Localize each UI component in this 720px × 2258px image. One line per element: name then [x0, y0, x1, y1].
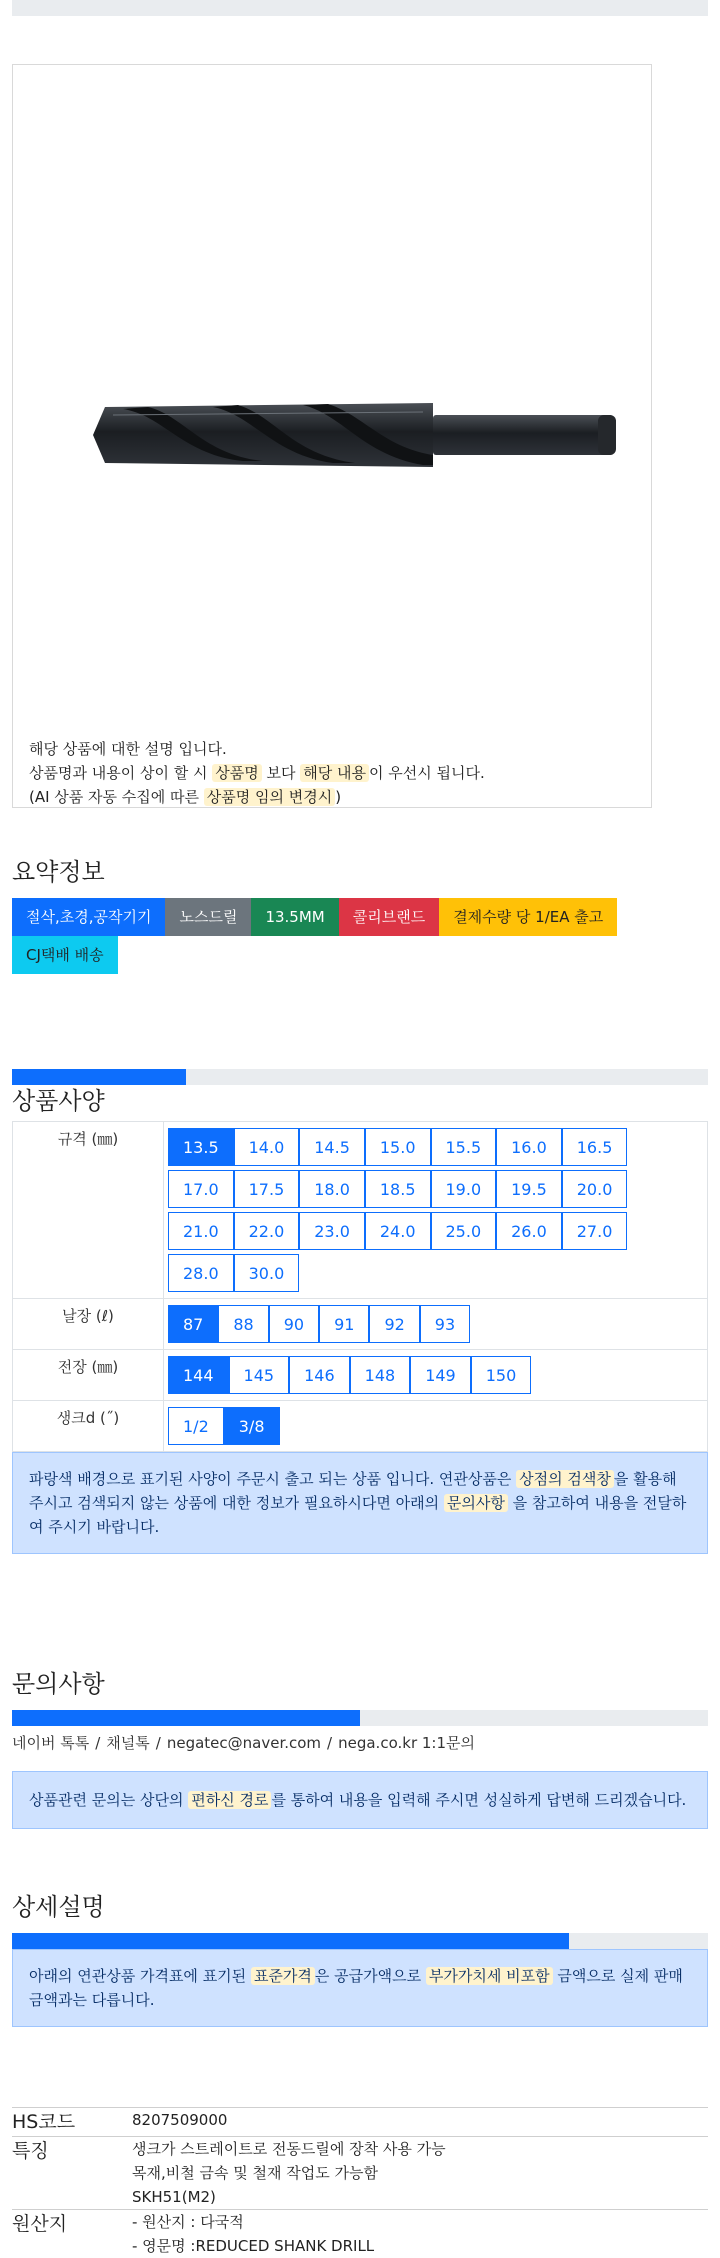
spec-option-button[interactable]: 145 — [229, 1356, 290, 1394]
spec-option-button[interactable]: 20.0 — [562, 1170, 628, 1208]
spec-option-button[interactable]: 14.5 — [299, 1128, 365, 1166]
spec-option-button[interactable]: 19.5 — [496, 1170, 562, 1208]
link-separator: / — [327, 1734, 332, 1752]
qa-section — [12, 1668, 708, 1829]
detail-value — [132, 2137, 708, 2210]
spec-options-cell — [164, 1350, 708, 1401]
link-email[interactable]: negatec@naver.com — [167, 1734, 321, 1752]
spec-option-button[interactable]: 93 — [420, 1305, 470, 1343]
spec-option-button[interactable]: 24.0 — [365, 1212, 431, 1250]
notice-highlight: 상품명 — [212, 764, 261, 782]
summary-title: 요약정보 — [12, 856, 708, 888]
spec-info-box — [12, 1452, 708, 1554]
info-highlight: 부가가치세 비포함 — [426, 1967, 553, 1985]
spec-option-button[interactable]: 15.0 — [365, 1128, 431, 1166]
detail-value-line: - 원산지 : 다국적 — [132, 2210, 708, 2234]
badge-quantity: 결제수량 당 1/EA 출고 — [439, 898, 617, 936]
spec-label: 생크d (˝) — [13, 1401, 164, 1452]
spec-option-button[interactable]: 21.0 — [168, 1212, 234, 1250]
info-text: 아래의 연관상품 가격표에 표기된 — [29, 1967, 251, 1985]
spec-options-cell — [164, 1299, 708, 1350]
info-text: 파랑색 배경으로 표기된 사양이 주문시 출고 되는 상품 입니다. 연관상품은 — [29, 1470, 516, 1488]
spec-option-button[interactable]: 91 — [319, 1305, 369, 1343]
spec-option-button[interactable]: 90 — [269, 1305, 319, 1343]
detail-progress-fill — [12, 1933, 569, 1949]
spec-section — [12, 1069, 708, 1554]
product-image-panel — [12, 64, 652, 808]
notice-highlight: 해당 내용 — [300, 764, 369, 782]
spec-option-button[interactable]: 15.5 — [431, 1128, 497, 1166]
notice-line-1: 해당 상품에 대한 설명 입니다. — [29, 737, 485, 761]
detail-table — [12, 2107, 708, 2258]
notice-line-2 — [29, 761, 485, 785]
badge-shipping: CJ택배 배송 — [12, 936, 118, 974]
detail-value-line: - 영문명 :REDUCED SHANK DRILL — [132, 2234, 708, 2258]
link-separator: / — [156, 1734, 161, 1752]
spec-option-button[interactable]: 19.0 — [431, 1170, 497, 1208]
summary-badges — [12, 898, 652, 974]
spec-table — [12, 1121, 708, 1452]
detail-key: 특징 — [12, 2137, 132, 2210]
notice-text: (AI 상품 자동 수집에 따른 — [29, 788, 204, 806]
info-text: 를 통하여 내용을 입력해 주시면 성실하게 답변해 드리겠습니다. — [271, 1791, 686, 1809]
spec-option-button[interactable]: 148 — [350, 1356, 411, 1394]
notice-line-3 — [29, 785, 485, 809]
spec-option-button[interactable]: 26.0 — [496, 1212, 562, 1250]
spec-label: 날장 (ℓ) — [13, 1299, 164, 1350]
detail-key: 원산지 — [12, 2210, 132, 2258]
notice-highlight: 상품명 임의 변경시 — [204, 788, 335, 806]
product-drill-image — [93, 385, 623, 485]
info-text: 은 공급가액으로 — [315, 1967, 426, 1985]
summary-section — [12, 856, 708, 974]
notice-text: 상품명과 내용이 상이 할 시 — [29, 764, 212, 782]
spec-row — [13, 1122, 708, 1299]
notice-text: 이 우선시 됩니다. — [369, 764, 485, 782]
spec-options — [164, 1122, 692, 1298]
spec-option-button[interactable]: 23.0 — [299, 1212, 365, 1250]
notice-text: ) — [335, 788, 341, 806]
detail-section — [12, 1891, 708, 2258]
qa-links — [12, 1732, 708, 1753]
detail-value — [132, 2210, 708, 2258]
info-highlight: 편하신 경로 — [188, 1791, 271, 1809]
spec-progress-fill — [12, 1069, 186, 1085]
qa-title: 문의사항 — [12, 1668, 708, 1700]
spec-option-button[interactable]: 17.5 — [234, 1170, 300, 1208]
detail-title: 상세설명 — [12, 1891, 708, 1923]
detail-progress-bar — [12, 1933, 708, 1949]
info-highlight: 상점의 검색창 — [516, 1470, 614, 1488]
spec-option-button[interactable]: 146 — [289, 1356, 350, 1394]
badge-category: 절삭,초경,공작기기 — [12, 898, 165, 936]
spec-option-button[interactable]: 88 — [218, 1305, 268, 1343]
spec-option-button[interactable]: 28.0 — [168, 1254, 234, 1292]
detail-value-line: 생크가 스트레이트로 전동드릴에 장착 사용 가능 — [132, 2137, 708, 2161]
spec-options — [164, 1401, 692, 1451]
spec-options-cell — [164, 1122, 708, 1299]
detail-row — [12, 2137, 708, 2210]
spec-option-button[interactable]: 150 — [471, 1356, 532, 1394]
qa-info-box — [12, 1771, 708, 1829]
spec-option-button[interactable]: 149 — [410, 1356, 471, 1394]
spec-option-button[interactable]: 14.0 — [234, 1128, 300, 1166]
spec-label: 전장 (㎜) — [13, 1350, 164, 1401]
qa-progress-bar — [12, 1710, 708, 1726]
spec-option-button[interactable]: 1/2 — [168, 1407, 224, 1445]
detail-value-line: 8207509000 — [132, 2108, 708, 2132]
spec-option-button[interactable]: 30.0 — [234, 1254, 300, 1292]
link-site-inquiry[interactable]: nega.co.kr 1:1문의 — [338, 1734, 475, 1752]
detail-info-box — [12, 1949, 708, 2027]
spec-option-button[interactable]: 13.5 — [168, 1128, 234, 1166]
spec-row — [13, 1350, 708, 1401]
spec-label: 규격 (㎜) — [13, 1122, 164, 1299]
spec-option-button[interactable]: 3/8 — [224, 1407, 280, 1445]
spec-options — [164, 1350, 692, 1400]
detail-value-line: SKH51(M2) — [132, 2185, 708, 2209]
qa-progress-fill — [12, 1710, 360, 1726]
spec-row — [13, 1299, 708, 1350]
detail-value — [132, 2108, 708, 2137]
spec-option-button[interactable]: 18.5 — [365, 1170, 431, 1208]
info-highlight: 표준가격 — [251, 1967, 315, 1985]
spec-option-button[interactable]: 144 — [168, 1356, 229, 1394]
spec-title: 상품사양 — [12, 1085, 708, 1117]
info-text: 금액으로 실제 판매금액과는 다릅니다. — [29, 1967, 683, 2009]
spec-options — [164, 1299, 692, 1349]
spec-option-button[interactable]: 22.0 — [234, 1212, 300, 1250]
info-text: 을 참고하여 내용을 전달하여 주시기 바랍니다. — [29, 1494, 686, 1536]
link-separator: / — [95, 1734, 100, 1752]
spec-row — [13, 1401, 708, 1452]
detail-row — [12, 2108, 708, 2137]
spec-option-button[interactable]: 92 — [369, 1305, 419, 1343]
spec-progress-bar — [12, 1069, 708, 1085]
spec-options-cell — [164, 1401, 708, 1452]
notice-text: 보다 — [262, 764, 301, 782]
badge-brand: 콜리브랜드 — [339, 898, 439, 936]
product-notice — [29, 737, 485, 809]
detail-value-line: 목재,비철 금속 및 철재 작업도 가능함 — [132, 2161, 708, 2185]
info-highlight: 문의사항 — [444, 1494, 508, 1512]
spec-option-button[interactable]: 25.0 — [431, 1212, 497, 1250]
detail-key: HS코드 — [12, 2108, 132, 2137]
top-progress-bar — [12, 0, 708, 16]
spec-option-button[interactable]: 17.0 — [168, 1170, 234, 1208]
spec-option-button[interactable]: 18.0 — [299, 1170, 365, 1208]
spec-option-button[interactable]: 87 — [168, 1305, 218, 1343]
link-channel-talk[interactable]: 채널톡 — [106, 1734, 149, 1752]
info-text: 을 활용해 주시고 검색되지 않는 상품에 대한 정보가 필요하시다면 아래의 — [29, 1470, 677, 1512]
info-text: 상품관련 문의는 상단의 — [29, 1791, 188, 1809]
link-naver-talk[interactable]: 네이버 톡톡 — [12, 1734, 89, 1752]
spec-option-button[interactable]: 27.0 — [562, 1212, 628, 1250]
detail-row — [12, 2210, 708, 2258]
badge-size: 13.5MM — [251, 898, 338, 936]
badge-type: 노스드릴 — [165, 898, 251, 936]
spec-option-button[interactable]: 16.0 — [496, 1128, 562, 1166]
spec-option-button[interactable]: 16.5 — [562, 1128, 628, 1166]
